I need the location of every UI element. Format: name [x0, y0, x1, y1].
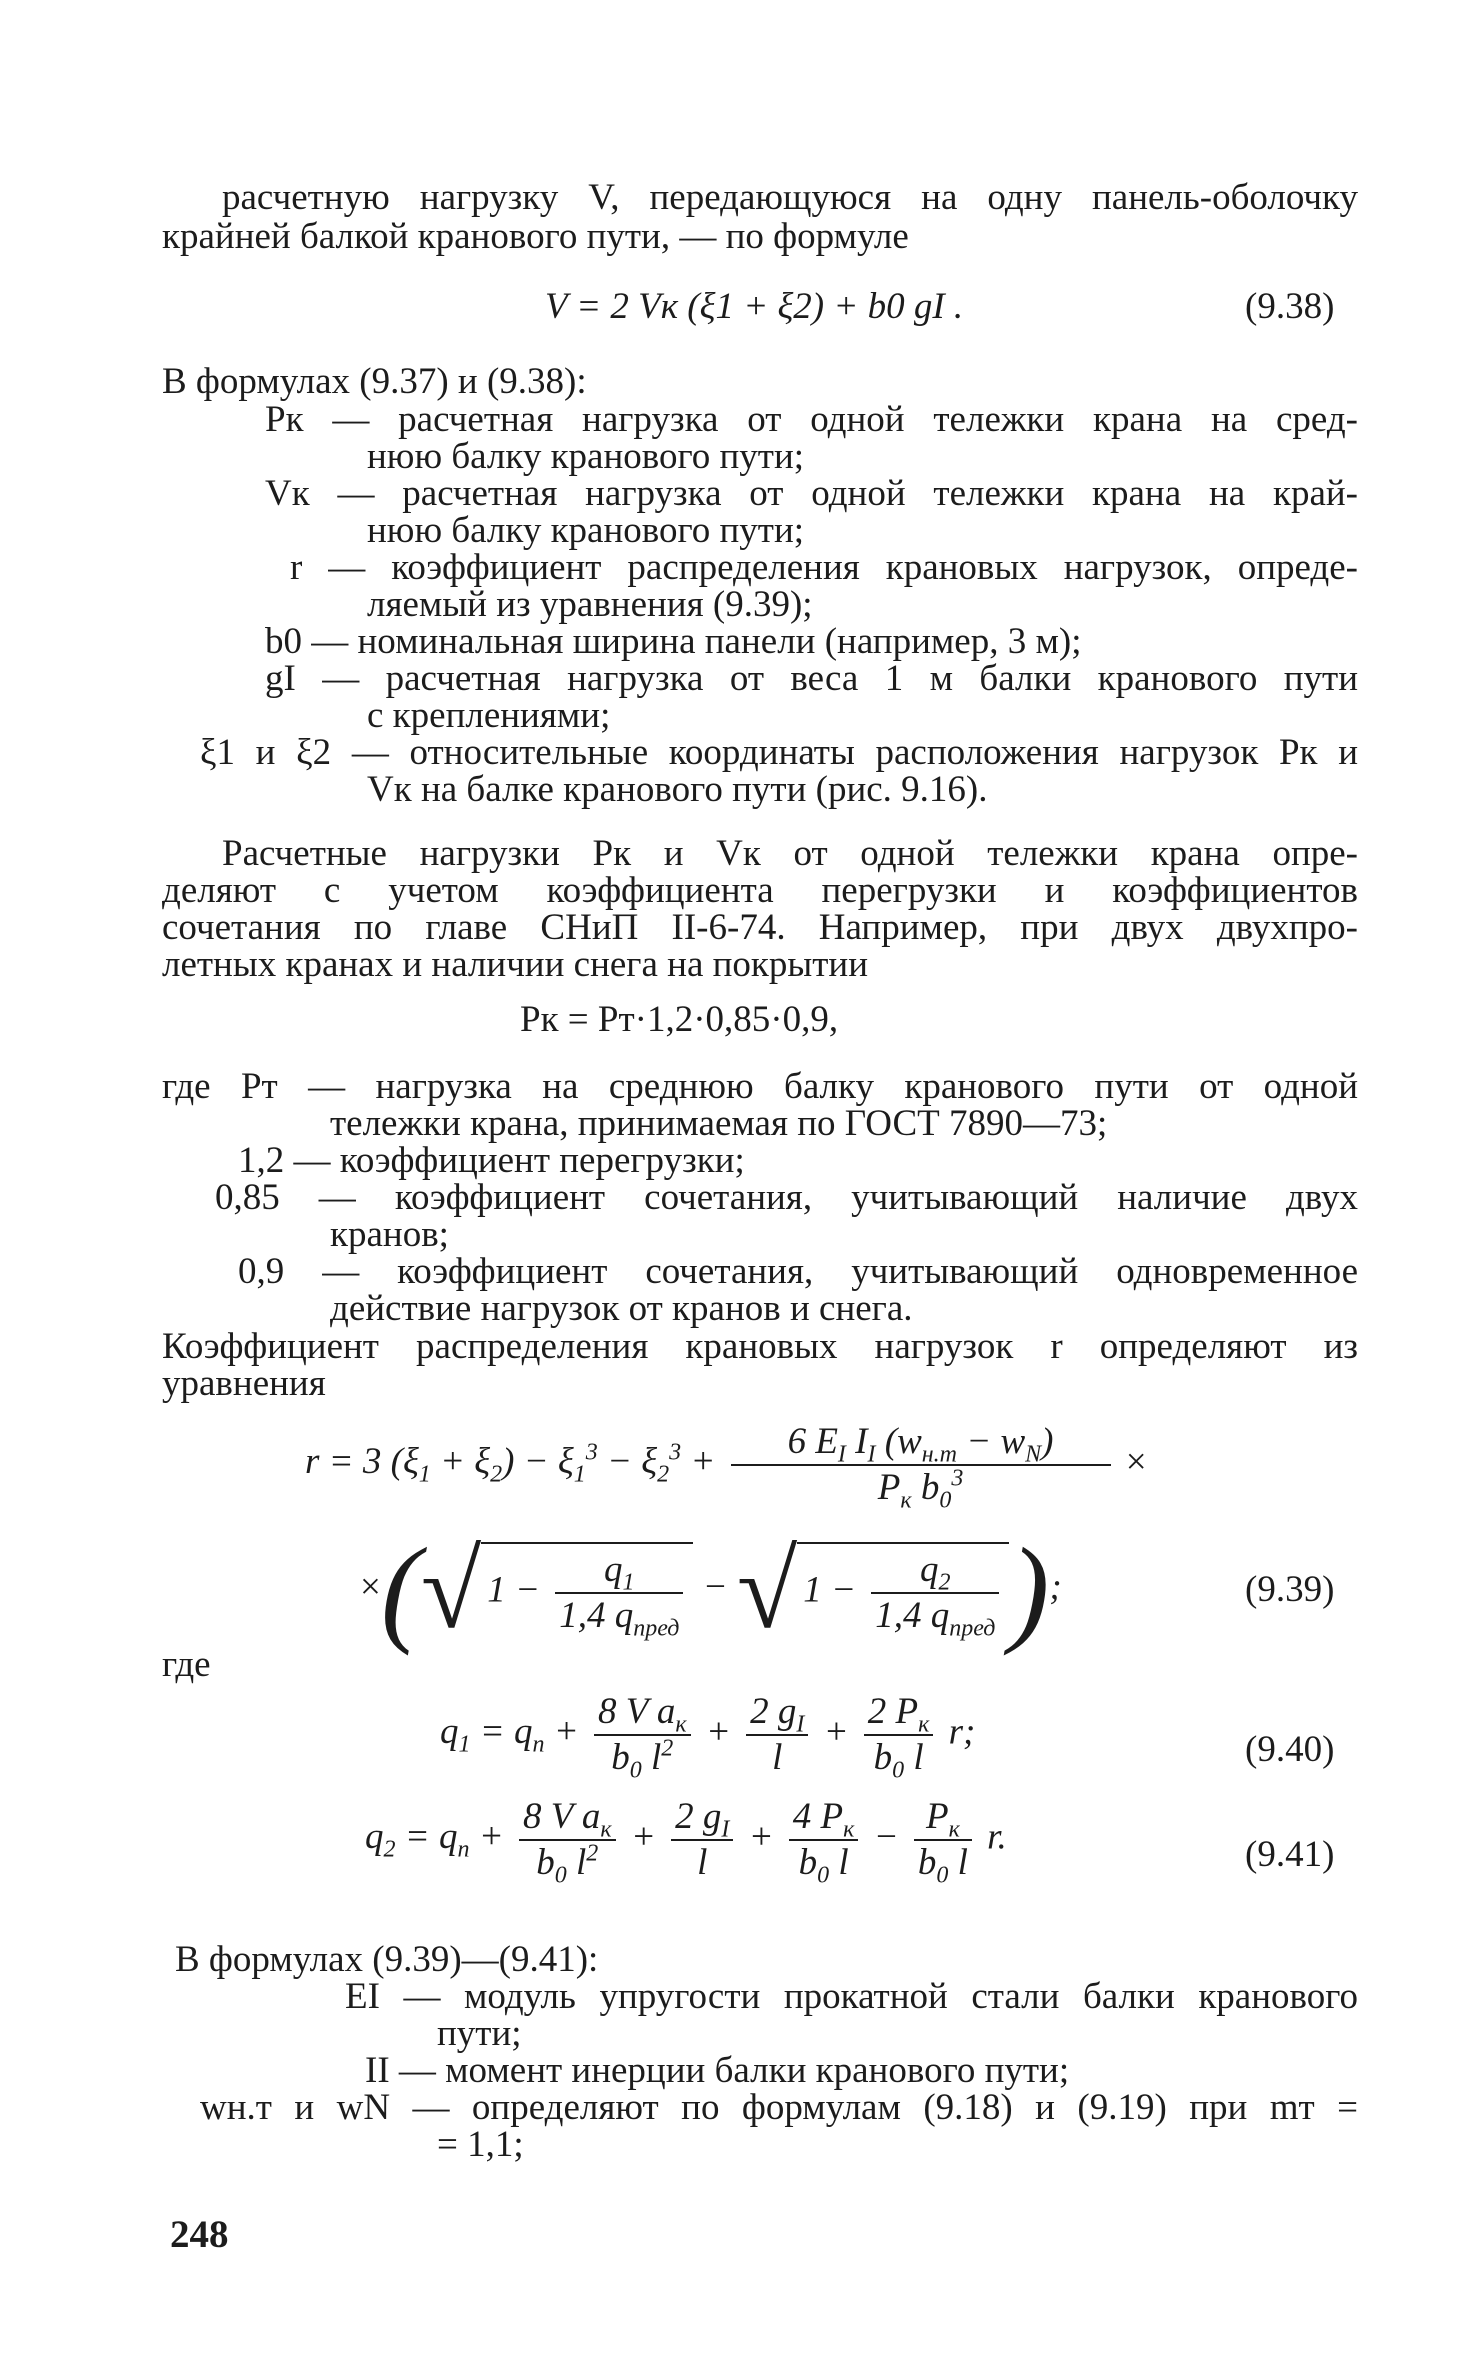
equation-9-39-row-1: r = 3 $(\xi_1 + \xi_2) - \xi_1^3 - \xi_2^3$ + $\frac{6 E_I I_I (w_{н.т} - w_N)}{P_к b_0^3}$ ×	[305, 1421, 1147, 1514]
def-vk-line-2: нюю балку кранового пути;	[367, 510, 805, 551]
def-ii: II — момент инерции балки кранового пути;	[365, 2050, 1070, 2091]
def-1-2: 1,2 — коэффициент перегрузки;	[238, 1140, 745, 1181]
para2-line-4: летных кранах и наличии снега на покрытии	[162, 944, 869, 985]
equation-9-38: V = 2 Vк (ξ1 + ξ2) + b0 gI .	[545, 286, 964, 327]
intro-line-2: крайней балкой кранового пути, — по формуле	[162, 216, 909, 257]
def-xi-line-1: ξ1 и ξ2 — относительные координаты расположения нагрузок Pк и	[200, 732, 1358, 773]
intro-line-1: расчетную нагрузку V, передающуюся на одну панель-оболочку	[222, 177, 1358, 218]
page-number: 248	[170, 2213, 229, 2256]
def-w-line-2: = 1,1;	[437, 2124, 524, 2165]
equation-9-41: $q_2 = q_п$ + $\frac{8 V a_к}{b_0 l^2}$ + $\frac{2 g_I}{l}$ + $\frac{4 P_к}{b_0 l}$ − $\frac{P_к}{b_0 l}$ r.	[365, 1796, 1007, 1889]
defs1-heading: В формулах (9.37) и (9.38):	[162, 361, 587, 402]
def-ei-line-2: пути;	[437, 2013, 522, 2054]
para2-line-3: сочетания по главе СНиП II-6-74. Например, при двух двухпро-	[162, 907, 1358, 948]
def-pk-line-1: Pк — расчетная нагрузка от одной тележки крана на сред-	[265, 399, 1358, 440]
def-r-line-1: r — коэффициент распределения крановых нагрузок, опреде-	[290, 547, 1358, 588]
para3-line-1: Коэффициент распределения крановых нагрузок r определяют из	[162, 1326, 1358, 1367]
def-w-line-1: wн.т и wN — определяют по формулам (9.18) и (9.19) при mт =	[200, 2087, 1358, 2128]
def-xi-line-2: Vк на балке кранового пути (рис. 9.16).	[367, 769, 988, 810]
defs3-heading: В формулах (9.39)—(9.41):	[175, 1939, 599, 1980]
def-gi-line-2: с креплениями;	[367, 695, 611, 736]
para2-line-2: деляют с учетом коэффициента перегрузки и коэффициентов	[162, 870, 1358, 911]
def-0-85-line-2: кранов;	[330, 1214, 449, 1255]
equation-number-9-41: (9.41)	[1245, 1834, 1335, 1875]
def-0-9-line-1: 0,9 — коэффициент сочетания, учитывающий одновременное	[238, 1251, 1358, 1292]
para3-line-2: уравнения	[162, 1363, 326, 1404]
def-gi-line-1: gI — расчетная нагрузка от веса 1 м балки кранового пути	[265, 658, 1358, 699]
equation-number-9-39: (9.39)	[1245, 1569, 1335, 1610]
equation-9-39-row-2: ×(√ 1 − $\frac{q_1}{1,4 q_{пред}}$ − √ 1 − $\frac{q_2}{1,4 q_{пред}}$ );	[360, 1523, 1062, 1656]
def-ei-line-1: EI — модуль упругости прокатной стали балки кранового	[345, 1976, 1358, 2017]
equation-9-40: $q_1 = q_п$ + $\frac{8 V a_к}{b_0 l^2}$ + $\frac{2 g_I}{l}$ + $\frac{2 P_к}{b_0 l}$ r;	[440, 1691, 976, 1784]
def-b0: b0 — номинальная ширина панели (например, 3 м);	[265, 621, 1082, 662]
def-0-9-line-2: действие нагрузок от кранов и снега.	[330, 1288, 913, 1329]
equation-number-9-40: (9.40)	[1245, 1729, 1335, 1770]
def-0-85-line-1: 0,85 — коэффициент сочетания, учитывающий наличие двух	[215, 1177, 1358, 1218]
equation-number-9-38: (9.38)	[1245, 286, 1335, 327]
def-pt-line-2: тележки крана, принимаемая по ГОСТ 7890—73;	[330, 1103, 1108, 1144]
def-r-line-2: ляемый из уравнения (9.39);	[367, 584, 813, 625]
equation-pk: Pк = Pт·1,2·0,85·0,9,	[520, 999, 839, 1040]
def-pt-line-1: где Pт — нагрузка на среднюю балку кранового пути от одной	[162, 1066, 1358, 1107]
gde-label: где	[162, 1644, 211, 1685]
para2-line-1: Расчетные нагрузки Pк и Vк от одной тележки крана опре-	[222, 833, 1358, 874]
def-vk-line-1: Vк — расчетная нагрузка от одной тележки крана на край-	[265, 473, 1358, 514]
def-pk-line-2: нюю балку кранового пути;	[367, 436, 805, 477]
